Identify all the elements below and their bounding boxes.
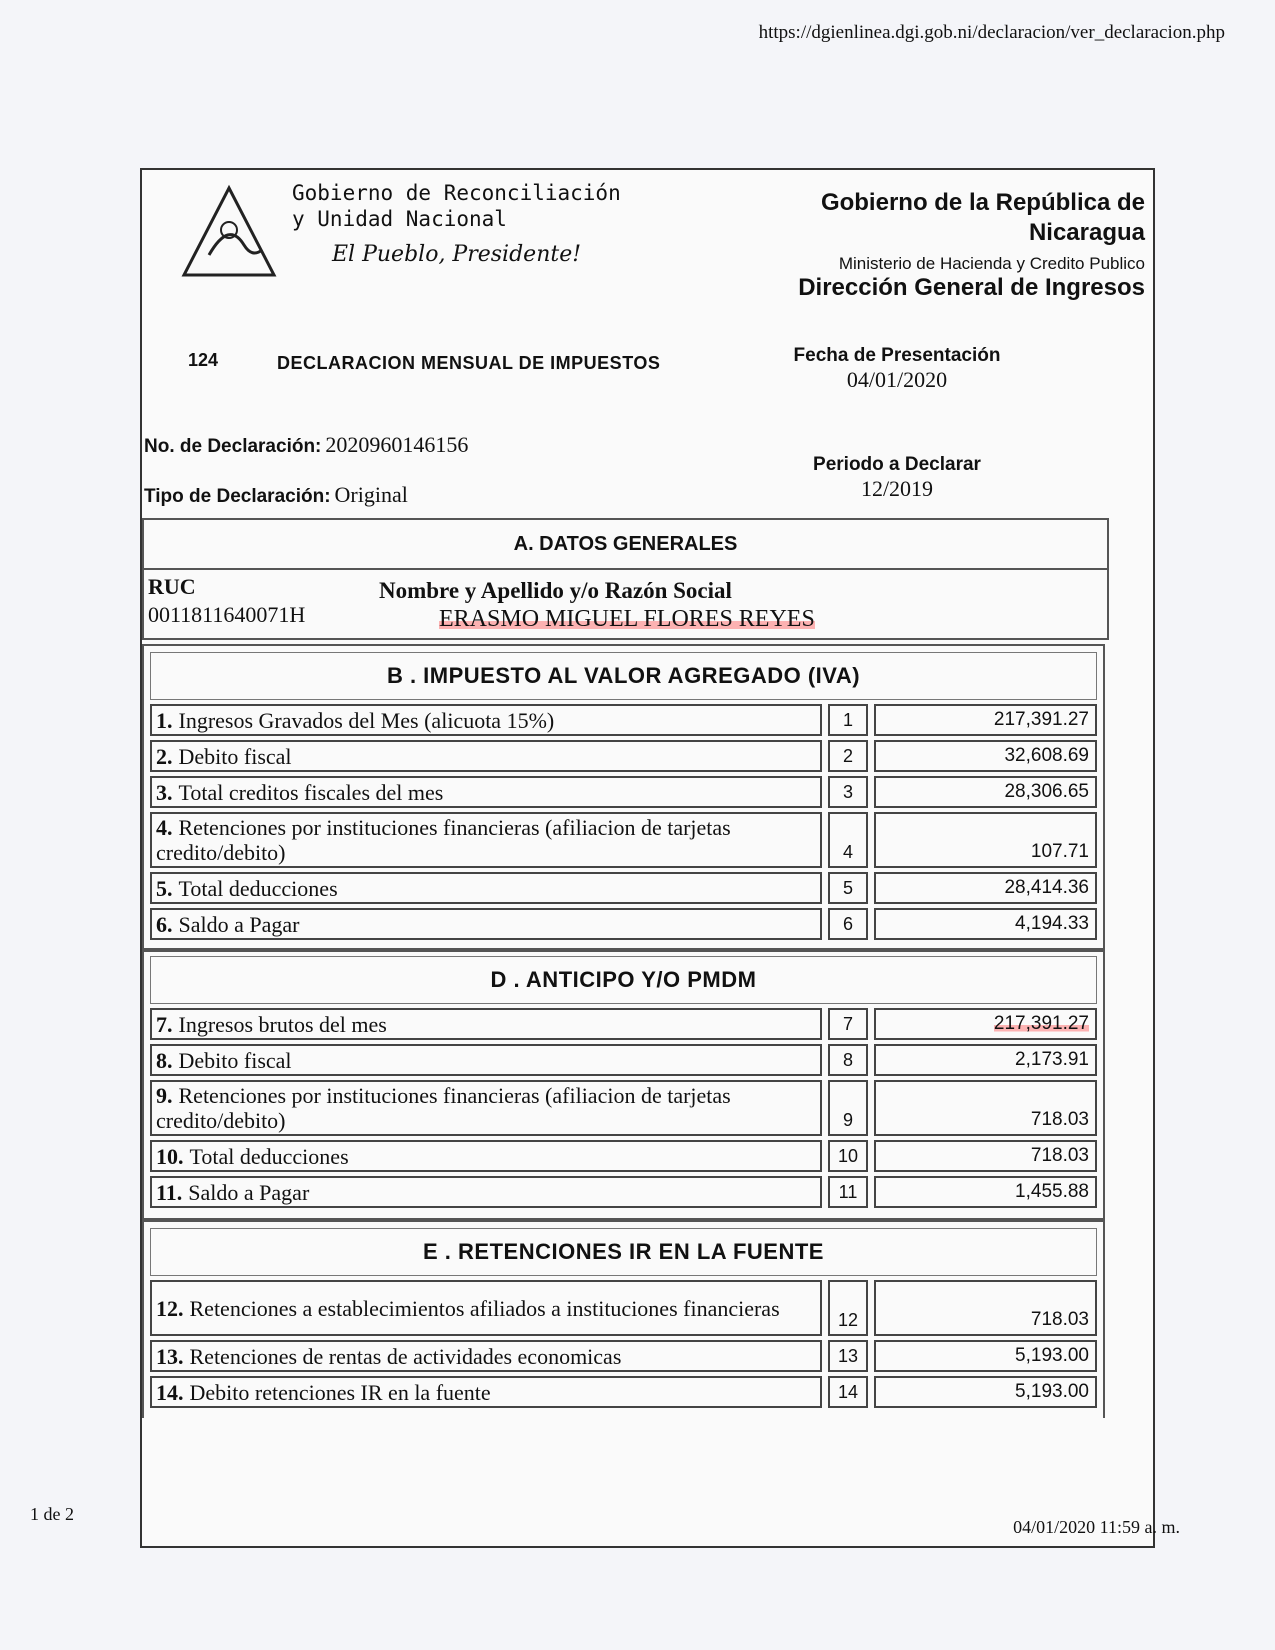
- row-index: 12.: [156, 1295, 184, 1321]
- fecha-value: 04/01/2020: [846, 367, 948, 392]
- row-amount: [874, 1044, 1097, 1076]
- government-name: [292, 180, 621, 232]
- row-description: [150, 1376, 822, 1408]
- name-value: ERASMO MIGUEL FLORES REYES: [439, 606, 815, 632]
- name-label: Nombre y Apellido y/o Razón Social: [379, 578, 732, 603]
- row-amount: [874, 1340, 1097, 1372]
- section-d: [142, 948, 1105, 1220]
- ministry-name: Ministerio de Hacienda y Credito Publico: [838, 254, 1145, 273]
- row-index: 5.: [156, 875, 173, 901]
- row-description: [150, 908, 822, 940]
- row-index: 9.: [156, 1083, 173, 1108]
- row-description: [150, 1176, 822, 1208]
- section-a-title: A. DATOS GENERALES: [144, 520, 1107, 570]
- row-index: 10.: [156, 1143, 184, 1169]
- row-description: [150, 704, 822, 736]
- row-label: Saldo a Pagar: [188, 1179, 310, 1205]
- row-amount: [874, 1080, 1097, 1136]
- row-description: [150, 872, 822, 904]
- row-amount-value: 217,391.27: [993, 709, 1089, 730]
- row-amount: [874, 1008, 1097, 1040]
- section-e: [142, 1220, 1105, 1418]
- table-row: [150, 740, 1097, 772]
- row-line-number: 13: [828, 1340, 868, 1372]
- row-line-number: 5: [828, 872, 868, 904]
- table-row: [150, 908, 1097, 940]
- row-label: Retenciones por instituciones financieras (afiliacion de tarjetas credito/debito): [156, 815, 731, 865]
- row-line-number: 12: [828, 1280, 868, 1336]
- tipo-label: Tipo de Declaración:: [144, 486, 331, 507]
- row-line-number: 2: [828, 740, 868, 772]
- row-index: 4.: [156, 815, 173, 840]
- table-row: [150, 1140, 1097, 1172]
- row-amount: [874, 1140, 1097, 1172]
- table-row: [150, 1340, 1097, 1372]
- government-logo-icon: [174, 180, 284, 290]
- row-index: 13.: [156, 1343, 184, 1369]
- row-amount-value: 5,193.00: [1015, 1381, 1089, 1402]
- periodo-value: 12/2019: [860, 476, 934, 501]
- motto: El Pueblo, Presidente!: [332, 242, 582, 267]
- form-title: DECLARACION MENSUAL DE IMPUESTOS: [277, 353, 661, 373]
- row-amount: [874, 704, 1097, 736]
- row-index: 3.: [156, 779, 173, 805]
- row-amount-value: 718.03: [1030, 1145, 1089, 1166]
- dgi-name: Dirección General de Ingresos: [798, 274, 1145, 301]
- row-line-number: 4: [828, 812, 868, 868]
- row-amount-value: 5,193.00: [1015, 1345, 1089, 1366]
- table-row: [150, 1044, 1097, 1076]
- row-amount-value: 28,414.36: [1004, 877, 1089, 898]
- decl-value: 2020960146156: [325, 432, 469, 457]
- row-description: [150, 1340, 822, 1372]
- row-amount: [874, 1280, 1097, 1336]
- row-index: 6.: [156, 911, 173, 937]
- page-count: 1 de 2: [30, 1504, 74, 1524]
- form-number: 124: [188, 350, 219, 370]
- table-row: [150, 1080, 1097, 1136]
- row-index: 7.: [156, 1011, 173, 1037]
- row-amount-value: 1,455.88: [1015, 1181, 1089, 1202]
- row-description: [150, 1140, 822, 1172]
- row-amount: [874, 740, 1097, 772]
- row-line-number: 8: [828, 1044, 868, 1076]
- row-amount: [874, 1176, 1097, 1208]
- page-url: https://dgienlinea.dgi.gob.ni/declaracion/ver_declaracion.php: [758, 22, 1225, 43]
- row-amount-value: 217,391.27: [993, 1013, 1089, 1034]
- print-datetime: 04/01/2020 11:59 a. m.: [1013, 1517, 1180, 1537]
- row-line-number: 1: [828, 704, 868, 736]
- row-label: Retenciones de rentas de actividades economicas: [189, 1343, 622, 1369]
- row-amount: [874, 908, 1097, 940]
- row-label: Debito fiscal: [178, 1047, 292, 1073]
- row-amount-value: 2,173.91: [1015, 1049, 1089, 1070]
- row-index: 11.: [156, 1179, 183, 1205]
- row-label: Ingresos brutos del mes: [178, 1011, 387, 1037]
- row-label: Ingresos Gravados del Mes (alicuota 15%): [178, 707, 555, 733]
- row-description: [150, 812, 822, 868]
- row-amount-value: 718.03: [1030, 1309, 1089, 1330]
- row-amount-value: 28,306.65: [1004, 781, 1089, 802]
- table-row: [150, 812, 1097, 868]
- row-label: Retenciones a establecimientos afiliados a instituciones financieras: [189, 1295, 780, 1321]
- row-index: 1.: [156, 707, 173, 733]
- gov-line-1: Gobierno de Reconciliación: [292, 181, 621, 205]
- row-label: Saldo a Pagar: [178, 911, 300, 937]
- row-amount: [874, 812, 1097, 868]
- row-line-number: 11: [828, 1176, 868, 1208]
- row-amount: [874, 872, 1097, 904]
- row-amount: [874, 1376, 1097, 1408]
- row-description: [150, 1008, 822, 1040]
- periodo-declarar: [787, 454, 1007, 502]
- section-e-title: E . RETENCIONES IR EN LA FUENTE: [150, 1228, 1097, 1276]
- republic-line-1: Gobierno de la República de: [820, 189, 1145, 216]
- row-index: 2.: [156, 743, 173, 769]
- row-amount-value: 107.71: [1030, 841, 1089, 862]
- row-description: [150, 740, 822, 772]
- row-description: [150, 1280, 822, 1336]
- table-row: [150, 1376, 1097, 1408]
- row-line-number: 6: [828, 908, 868, 940]
- row-label: Debito fiscal: [178, 743, 292, 769]
- row-line-number: 3: [828, 776, 868, 808]
- section-b: [142, 644, 1105, 952]
- ruc-label: RUC: [148, 574, 196, 599]
- table-row: [150, 1280, 1097, 1336]
- row-description: [150, 1044, 822, 1076]
- gov-line-2: y Unidad Nacional: [292, 207, 507, 231]
- republic-block: [798, 188, 1145, 302]
- row-label: Retenciones por instituciones financieras (afiliacion de tarjetas credito/debito): [156, 1083, 731, 1133]
- section-b-title: B . IMPUESTO AL VALOR AGREGADO (IVA): [150, 652, 1097, 700]
- row-description: [150, 1080, 822, 1136]
- row-label: Debito retenciones IR en la fuente: [189, 1379, 491, 1405]
- declaration-form: [140, 168, 1155, 1548]
- row-line-number: 7: [828, 1008, 868, 1040]
- table-row: [150, 776, 1097, 808]
- tipo-declaracion: [144, 482, 408, 508]
- row-description: [150, 776, 822, 808]
- declaracion-number: [144, 432, 468, 458]
- row-index: 14.: [156, 1379, 184, 1405]
- row-amount-value: 32,608.69: [1004, 745, 1089, 766]
- republic-line-2: Nicaragua: [1028, 219, 1145, 246]
- periodo-label: Periodo a Declarar: [813, 454, 981, 475]
- table-row: [150, 1008, 1097, 1040]
- row-label: Total creditos fiscales del mes: [178, 779, 444, 805]
- fecha-presentacion: [787, 345, 1007, 393]
- row-label: Total deducciones: [178, 875, 338, 901]
- row-line-number: 9: [828, 1080, 868, 1136]
- decl-label: No. de Declaración:: [144, 436, 322, 457]
- section-d-title: D . ANTICIPO Y/O PMDM: [150, 956, 1097, 1004]
- tipo-value: Original: [334, 482, 408, 507]
- table-row: [150, 872, 1097, 904]
- row-amount-value: 718.03: [1030, 1109, 1089, 1130]
- table-row: [150, 704, 1097, 736]
- row-index: 8.: [156, 1047, 173, 1073]
- row-label: Total deducciones: [189, 1143, 349, 1169]
- section-a: [142, 518, 1109, 640]
- row-amount-value: 4,194.33: [1015, 913, 1089, 934]
- row-line-number: 10: [828, 1140, 868, 1172]
- row-line-number: 14: [828, 1376, 868, 1408]
- fecha-label: Fecha de Presentación: [793, 345, 1001, 366]
- ruc-value: 0011811640071H: [148, 602, 306, 627]
- row-amount: [874, 776, 1097, 808]
- table-row: [150, 1176, 1097, 1208]
